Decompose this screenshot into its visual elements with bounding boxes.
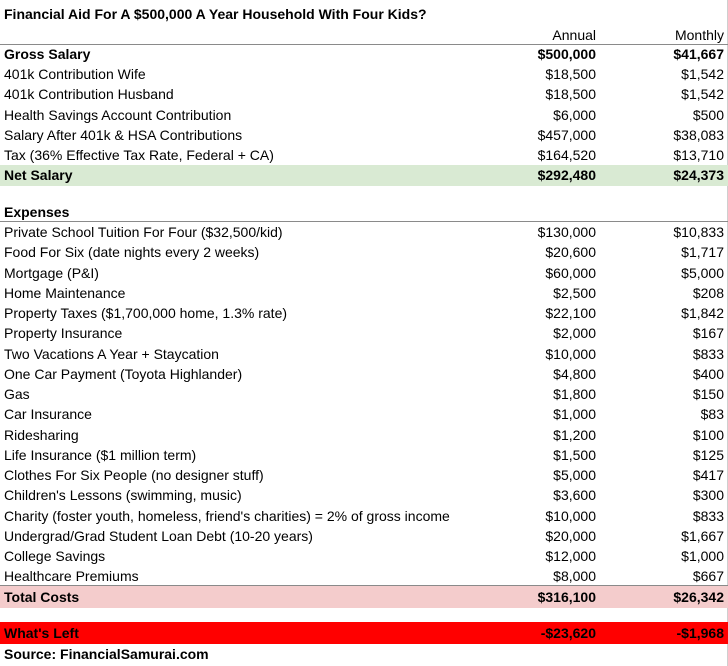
row-label: Property Insurance: [4, 325, 123, 342]
row-label: Children's Lessons (swimming, music): [4, 487, 242, 504]
row-label: Ridesharing: [4, 426, 79, 443]
row-annual: $4,800: [553, 365, 596, 382]
whats-left-row: [0, 622, 728, 644]
row-monthly: $300: [692, 487, 724, 504]
row-monthly: $150: [692, 386, 724, 402]
row-label: Private School Tuition For Four ($32,500/kid): [4, 224, 283, 240]
table-row: [0, 222, 728, 242]
row-monthly: $500: [692, 106, 724, 123]
table-row: [0, 323, 728, 343]
row-label: Health Savings Account Contribution: [4, 106, 232, 123]
expenses-heading-row: [0, 202, 728, 222]
row-monthly: $1,542: [681, 86, 724, 103]
net-salary-monthly: $24,373: [673, 167, 724, 183]
row-monthly: $400: [692, 365, 724, 382]
row-label: Tax (36% Effective Tax Rate, Federal + CA): [4, 147, 274, 163]
table-row: [0, 145, 728, 165]
row-monthly: $5,000: [681, 264, 724, 281]
row-label: College Savings: [4, 548, 106, 564]
table-row: [0, 364, 728, 384]
row-annual: $10,000: [545, 507, 596, 524]
row-annual: $22,100: [545, 305, 596, 321]
row-label: One Car Payment (Toyota Highlander): [4, 365, 243, 382]
row-annual: $1,500: [553, 446, 596, 463]
net-salary-row: [0, 165, 728, 186]
table-row: [0, 506, 728, 526]
table-row: [0, 465, 728, 485]
row-monthly: $38,083: [673, 126, 724, 143]
whats-left-label: What's Left: [4, 625, 79, 641]
row-label: Food For Six (date nights every 2 weeks): [4, 244, 260, 261]
row-label: Gross Salary: [4, 46, 91, 62]
row-label: Two Vacations A Year + Staycation: [4, 345, 219, 362]
row-label: Car Insurance: [4, 406, 92, 423]
row-label: Home Maintenance: [4, 284, 126, 301]
expenses-heading: Expenses: [4, 204, 70, 220]
row-monthly: $1,717: [681, 244, 724, 261]
row-monthly: $41,667: [673, 46, 724, 62]
header-row: [0, 25, 728, 45]
row-annual: $6,000: [553, 106, 596, 123]
table-row: [0, 263, 728, 283]
row-monthly: $833: [692, 507, 724, 524]
row-annual: $1,200: [553, 426, 596, 443]
row-monthly: $208: [692, 284, 724, 301]
total-costs-label: Total Costs: [4, 589, 80, 605]
table-row: [0, 566, 728, 586]
row-monthly: $833: [692, 345, 724, 362]
row-annual: $1,800: [553, 386, 596, 402]
title-row: [0, 4, 728, 24]
row-label: Gas: [4, 386, 30, 402]
source-row: [0, 644, 728, 664]
table-row: [0, 526, 728, 546]
row-annual: $500,000: [537, 46, 596, 62]
row-annual: $18,500: [545, 86, 596, 103]
table-row: [0, 404, 728, 424]
row-label: Life Insurance ($1 million term): [4, 446, 197, 463]
row-annual: $2,500: [553, 284, 596, 301]
table-row: [0, 44, 728, 64]
row-annual: $20,000: [545, 527, 596, 544]
row-monthly: $1,542: [681, 66, 724, 83]
total-costs-row: [0, 586, 728, 608]
row-label: Salary After 401k & HSA Contributions: [4, 126, 243, 143]
row-monthly: $83: [700, 406, 724, 423]
table-row: [0, 125, 728, 145]
row-monthly: $13,710: [673, 147, 724, 163]
table-row: [0, 242, 728, 262]
whats-left-annual: -$23,620: [540, 625, 596, 641]
row-annual: $12,000: [545, 548, 596, 564]
table-row: [0, 485, 728, 505]
row-annual: $3,600: [553, 487, 596, 504]
row-monthly: $1,000: [681, 548, 724, 564]
row-annual: $2,000: [553, 325, 596, 342]
source-credit: Source: FinancialSamurai.com: [4, 646, 209, 662]
row-monthly: $1,667: [681, 527, 724, 544]
row-annual: $1,000: [553, 406, 596, 423]
table-row: [0, 384, 728, 404]
table-row: [0, 84, 728, 104]
table-row: [0, 546, 728, 566]
table-row: [0, 344, 728, 364]
row-monthly: $667: [692, 568, 724, 585]
row-annual: $164,520: [537, 147, 596, 163]
monthly-header: Monthly: [674, 27, 724, 43]
row-label: Mortgage (P&I): [4, 264, 99, 281]
net-salary-label: Net Salary: [4, 167, 73, 183]
annual-header: Annual: [552, 27, 596, 43]
row-annual: $10,000: [545, 345, 596, 362]
total-costs-monthly: $26,342: [673, 589, 724, 605]
row-monthly: $10,833: [673, 224, 724, 240]
row-label: 401k Contribution Wife: [4, 66, 146, 83]
row-label: Charity (foster youth, homeless, friend's charities) = 2% of gross income: [4, 507, 450, 524]
page-title: Financial Aid For A $500,000 A Year Household With Four Kids?: [4, 6, 427, 22]
table-row: [0, 105, 728, 125]
table-row: [0, 283, 728, 303]
row-annual: $8,000: [553, 568, 596, 585]
row-monthly: $1,842: [681, 305, 724, 321]
row-monthly: $417: [692, 467, 724, 483]
row-label: Property Taxes ($1,700,000 home, 1.3% rate): [4, 305, 288, 321]
row-annual: $457,000: [537, 126, 596, 143]
total-costs-annual: $316,100: [537, 589, 596, 605]
row-label: Healthcare Premiums: [4, 568, 139, 585]
row-annual: $18,500: [545, 66, 596, 83]
row-label: Clothes For Six People (no designer stuff): [4, 467, 264, 483]
table-row: [0, 445, 728, 465]
row-monthly: $167: [692, 325, 724, 342]
row-annual: $5,000: [553, 467, 596, 483]
table-row: [0, 425, 728, 445]
row-label: Undergrad/Grad Student Loan Debt (10-20 years): [4, 527, 313, 544]
whats-left-monthly: -$1,968: [676, 625, 724, 641]
row-annual: $20,600: [545, 244, 596, 261]
row-monthly: $125: [692, 446, 724, 463]
net-salary-annual: $292,480: [537, 167, 596, 183]
row-monthly: $100: [692, 426, 724, 443]
table-row: [0, 64, 728, 84]
row-annual: $60,000: [545, 264, 596, 281]
row-label: 401k Contribution Husband: [4, 86, 174, 103]
table-row: [0, 303, 728, 323]
row-annual: $130,000: [537, 224, 596, 240]
